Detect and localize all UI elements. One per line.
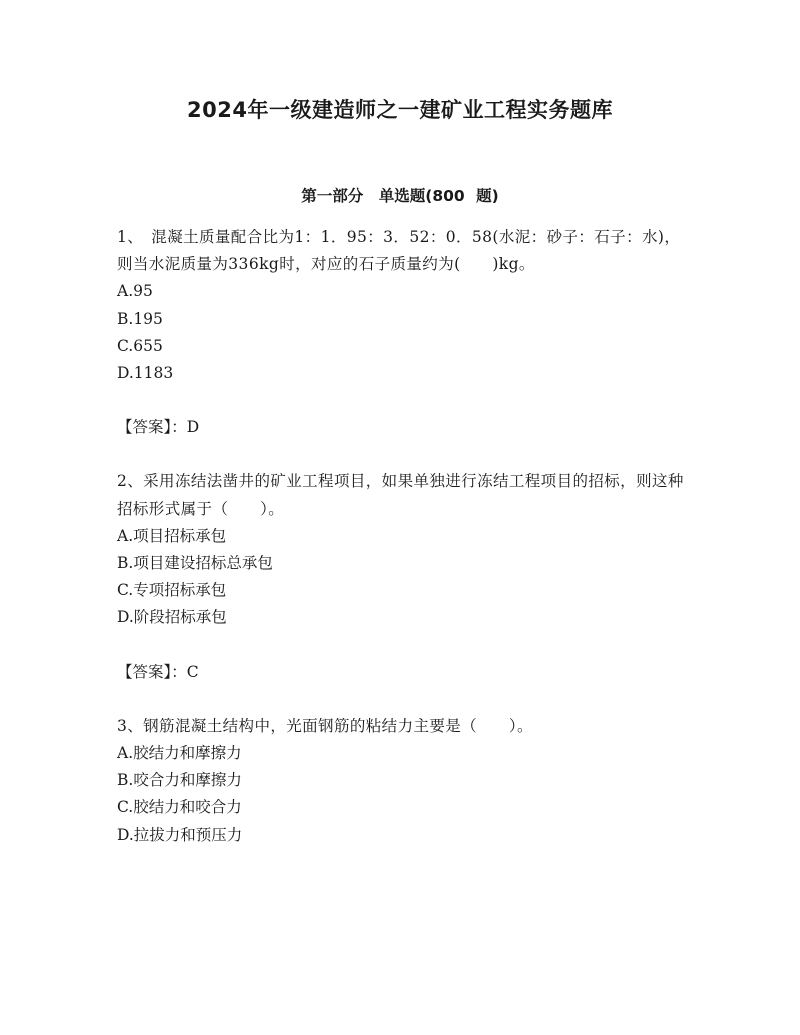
option-c: C.专项招标承包	[117, 581, 227, 600]
option-b: B.咬合力和摩擦力	[117, 771, 242, 790]
option-a: A.胶结力和摩擦力	[117, 744, 242, 763]
document-title: 2024年一级建造师之一建矿业工程实务题库	[187, 98, 613, 122]
question-2	[117, 468, 692, 685]
option-d: D.1183	[117, 364, 174, 383]
option-c: C.655	[117, 336, 163, 355]
option-a: A.项目招标承包	[117, 526, 227, 545]
option-d: D.拉拔力和预压力	[117, 825, 243, 844]
option-a: A.95	[117, 282, 153, 301]
question-stem: 3、钢筋混凝土结构中，光面钢筋的粘结力主要是（ ）。	[117, 716, 533, 735]
answer-line: 【答案】：C	[117, 662, 199, 681]
option-c: C.胶结力和咬合力	[117, 798, 242, 817]
answer-line: 【答案】：D	[117, 418, 200, 437]
question-1	[117, 224, 692, 441]
question-stem: 1、 混凝土质量配合比为1：1．95：3．52：0．58(水泥：砂子：石子：水)，则当水泥质量为336kg时，对应的石子质量约为( )kg。	[117, 228, 681, 274]
question-list	[117, 224, 692, 849]
question-3	[117, 713, 692, 849]
option-b: B.项目建设招标总承包	[117, 554, 273, 573]
question-stem: 2、采用冻结法凿井的矿业工程项目，如果单独进行冻结工程项目的招标，则这种招标形式属于（ ）。	[117, 472, 684, 518]
option-b: B.195	[117, 309, 163, 328]
section-heading: 第一部分 单选题(800 题)	[301, 187, 499, 205]
option-d: D.阶段招标承包	[117, 608, 227, 627]
